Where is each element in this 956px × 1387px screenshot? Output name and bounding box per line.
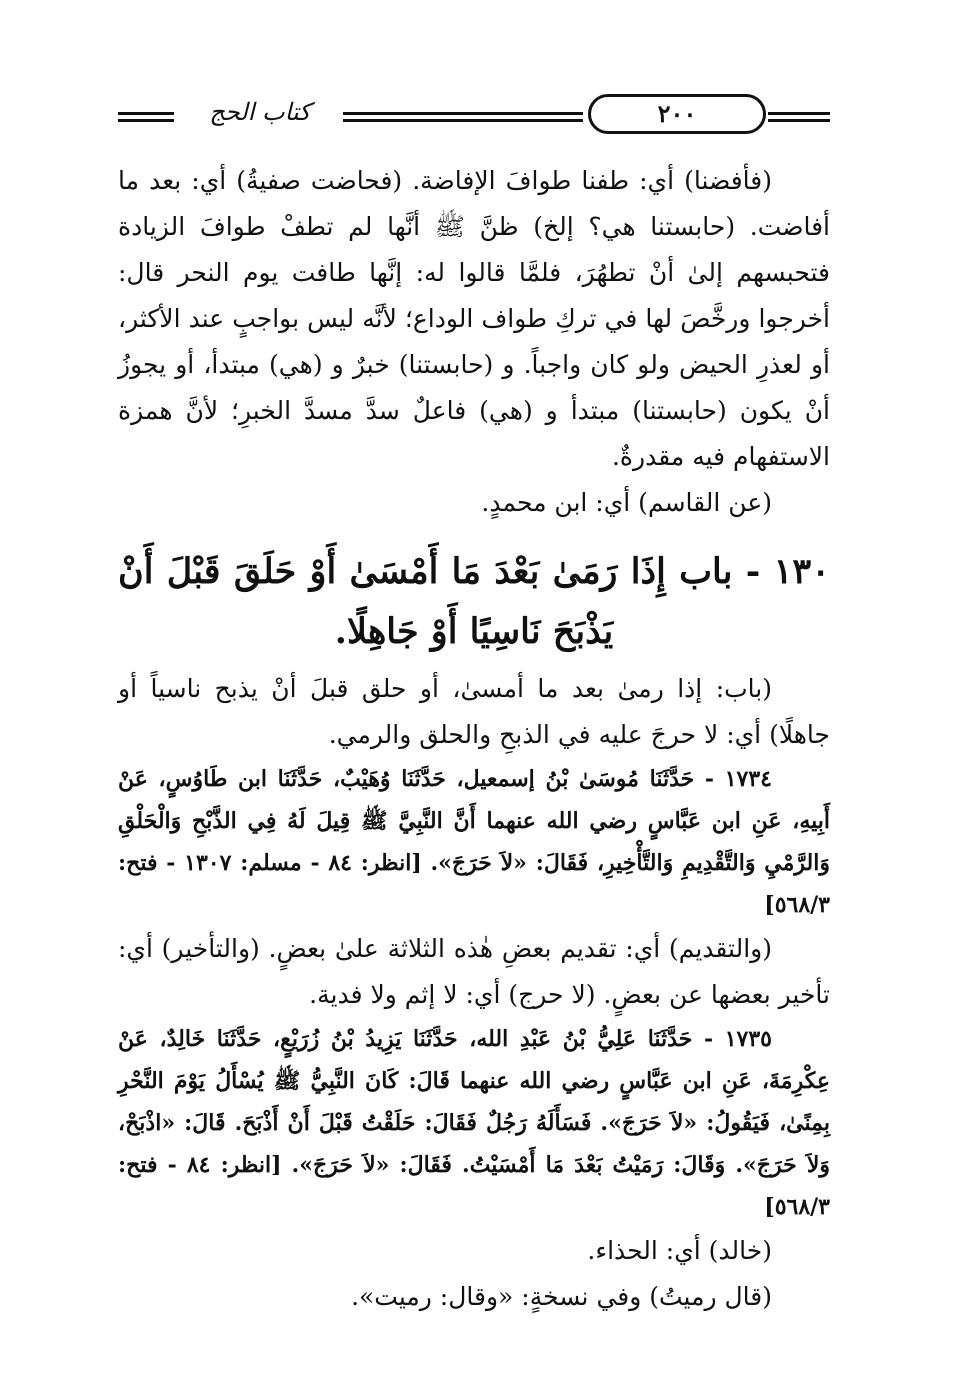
- commentary-paragraph: (عن القاسم) أي: ابن محمدٍ.: [481, 488, 772, 517]
- page-number: ٢٠٠: [588, 94, 766, 134]
- header-rule-left: [118, 112, 174, 115]
- commentary-paragraph: (فأفضنا) أي: طفنا طوافَ الإفاضة. (فحاضت صفيةُ) أي: بعد ما أفاضت. (حابستنا هي؟ إلخ) ظنَّ ﷺ أنَّها لم تطفْ طوافَ الزيادة فتحبسهم إلىٰ أنْ تطهُرَ، فلمَّا قالوا له: إنَّها طافت يوم النحر قال: أخرجوا ورخَّصَ لها في تركِ طواف الوداع؛ لأنَّه ليس بواجبٍ عند الأكثر، أو لعذرِ الحيض ولو كان واجباً. و (حابستنا) خبرٌ و (هي) مبتدأ، أو يجوزُ أنْ يكون (حابستنا) مبتدأ و (هي) فاعلٌ سدَّ مسدَّ الخبرِ؛ لأنَّ همزة الاستفهام فيه مقدرةٌ.: [118, 166, 830, 471]
- chapter-heading: ١٣٠ - باب إِذَا رَمَىٰ بَعْدَ مَا أَمْسَىٰ أَوْ حَلَقَ قَبْلَ أَنْ يَذْبَحَ نَاسِيًا أَوْ جَاهِلًا.: [118, 551, 830, 652]
- commentary-paragraph: (قال رميتُ) وفي نسخةٍ: «وقال: رميت».: [351, 1282, 772, 1311]
- page-body: [118, 158, 830, 1320]
- hadith-text: ١٧٣٤ - حَدَّثَنَا مُوسَىٰ بْنُ إسمعيل، حَدَّثَنَا وُهَيْبٌ، حَدَّثَنَا ابن طَاوُسٍ، عَنْ أَبِيهِ، عَنِ ابن عَبَّاسٍ رضي الله عنهما أَنَّ النَّبِيَّ ﷺ قِيلَ لَهُ فِي الذَّبْحِ وَالْحَلْقِ وَالرَّمْيِ وَالتَّقْدِيمِ وَالتَّأْخِيرِ، فَقَالَ: «لاَ حَرَجَ». [انظر: ٨٤ - مسلم: ١٣٠٧ - فتح: ٥٦٨/٣]: [118, 766, 830, 918]
- book-title: كتاب الحج: [209, 98, 311, 126]
- header-rule-middle: [343, 112, 583, 115]
- commentary-paragraph: (والتقديم) أي: تقديم بعضِ هٰذه الثلاثة علىٰ بعضٍ. (والتأخير) أي: تأخير بعضها عن بعضٍ. (لا حرج) أي: لا إثم ولا فدية.: [118, 934, 830, 1009]
- commentary-paragraph: (باب: إذا رمىٰ بعد ما أمسىٰ، أو حلق قبلَ أنْ يذبح ناسياً أو جاهلًا) أي: لا حرجَ عليه في الذبحِ والحلق والرمي.: [118, 674, 830, 749]
- commentary-paragraph: (خالد) أي: الحذاء.: [587, 1236, 772, 1265]
- header-rule-right: [768, 112, 830, 115]
- hadith-text: ١٧٣٥ - حَدَّثَنَا عَلِيُّ بْنُ عَبْدِ الله، حَدَّثَنَا يَزِيدُ بْنُ زُرَيْعٍ، حَدَّثَنَا خَالِدٌ، عَنْ عِكْرِمَةَ، عَنِ ابن عَبَّاسٍ رضي الله عنهما قَالَ: كَانَ النَّبِيُّ ﷺ يُسْأَلُ يَوْمَ النَّحْرِ بِمِنًىٰ، فَيَقُولُ: «لاَ حَرَجَ». فَسَأَلَهُ رَجُلٌ فَقَالَ: حَلَقْتُ قَبْلَ أَنْ أَذْبَحَ. قَالَ: «اذْبَحْ، وَلاَ حَرَجَ». وَقَالَ: رَمَيْتُ بَعْدَ مَا أَمْسَيْتُ. فَقَالَ: «لاَ حَرَجَ». [انظر: ٨٤ - فتح: ٥٦٨/٣]: [118, 1026, 830, 1220]
- page-header: [118, 92, 830, 148]
